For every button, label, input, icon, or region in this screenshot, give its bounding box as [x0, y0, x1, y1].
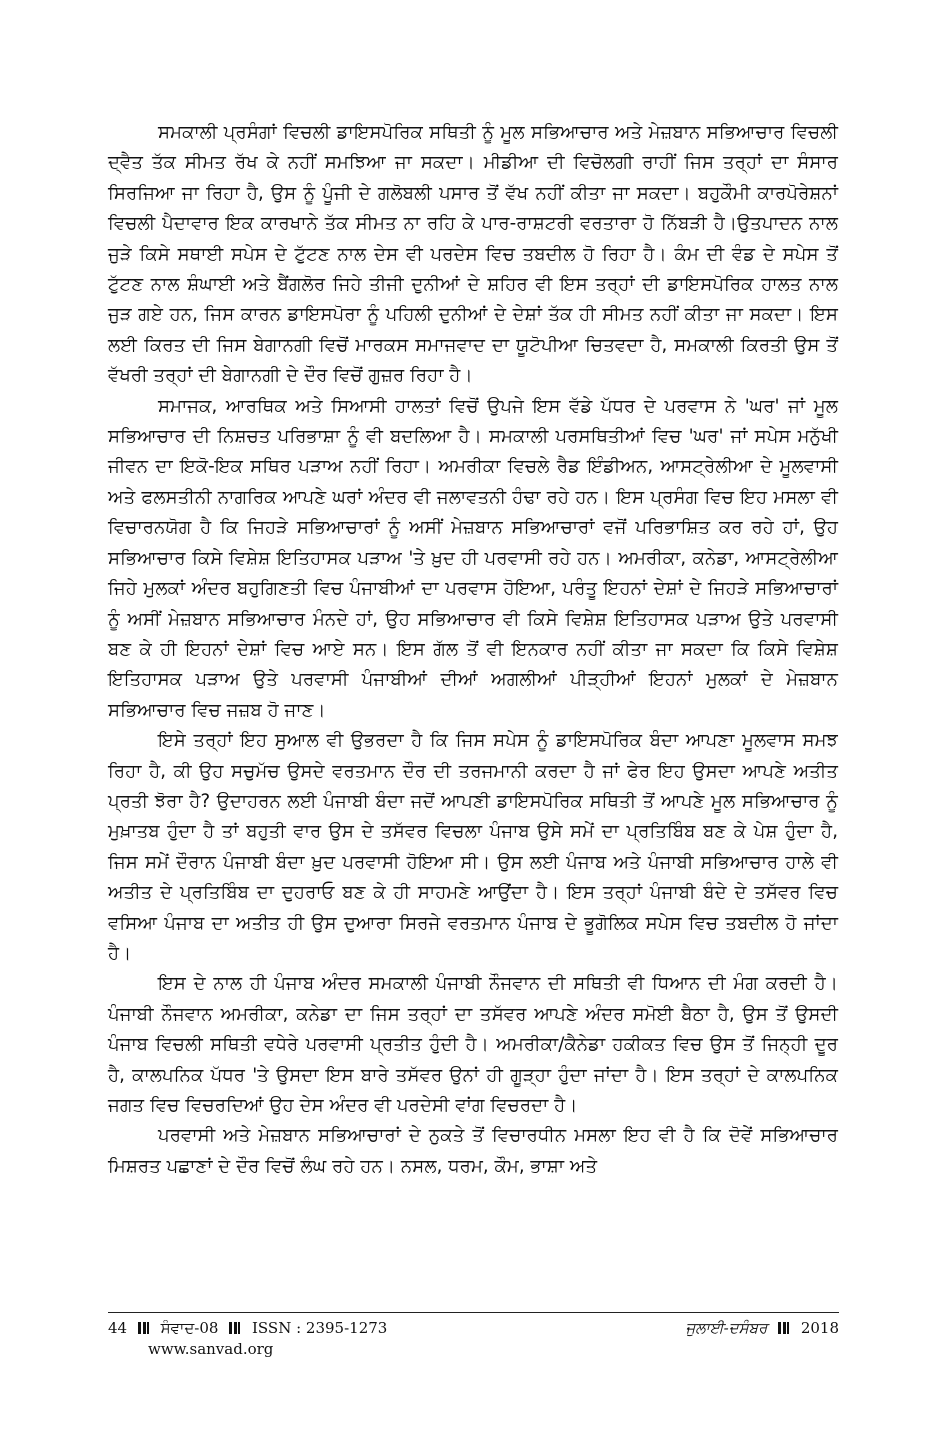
paragraph-2: ਸਮਾਜਕ, ਆਰਥਿਕ ਅਤੇ ਸਿਆਸੀ ਹਾਲਤਾਂ ਵਿਚੋਂ ਉਪਜੇ ਇਸ ਵੱਡੇ ਪੱਧਰ ਦੇ ਪਰਵਾਸ ਨੇ 'ਘਰ' ਜਾਂ ਮੂਲ ਸਭਿਆਚਾਰ ਦੀ ਨਿਸ਼ਚਤ ਪਰਿਭਾਸ਼ਾ ਨੂੰ ਵੀ ਬਦਲਿਆ ਹੈ। ਸਮਕਾਲੀ ਪਰਸਥਿਤੀਆਂ ਵਿਚ 'ਘਰ' ਜਾਂ ਸਪੇਸ ਮਨੁੱਖੀ ਜੀਵਨ ਦਾ ਇਕੋ-ਇਕ ਸਥਿਰ ਪੜਾਅ ਨਹੀਂ ਰਿਹਾ। ਅਮਰੀਕਾ ਵਿਚਲੇ ਰੈਡ ਇੰਡੀਅਨ, ਆਸਟ੍ਰੇਲੀਆ ਦੇ ਮੂਲਵਾਸੀ ਅਤੇ ਫਲਸਤੀਨੀ ਨਾਗਰਿਕ ਆਪਣੇ ਘਰਾਂ ਅੰਦਰ ਵੀ ਜਲਾਵਤਨੀ ਹੰਢਾ ਰਹੇ ਹਨ। ਇਸ ਪ੍ਰਸੰਗ ਵਿਚ ਇਹ ਮਸਲਾ ਵੀ ਵਿਚਾਰਨਯੋਗ ਹੈ ਕਿ ਜਿਹੜੇ ਸਭਿਆਚਾਰਾਂ ਨੂੰ ਅਸੀਂ ਮੇਜ਼ਬਾਨ ਸਭਿਆਚਾਰਾਂ ਵਜੋਂ ਪਰਿਭਾਸ਼ਿਤ ਕਰ ਰਹੇ ਹਾਂ, ਉਹ ਸਭਿਆਚਾਰ ਕਿਸੇ ਵਿਸ਼ੇਸ਼ ਇਤਿਹਾਸਕ ਪੜਾਅ 'ਤੇ ਖ਼ੁਦ ਹੀ ਪਰਵਾਸੀ ਰਹੇ ਹਨ। ਅਮਰੀਕਾ, ਕਨੇਡਾ, ਆਸਟ੍ਰੇਲੀਆ ਜਿਹੇ ਮੁਲਕਾਂ ਅੰਦਰ ਬਹੁਗਿਣਤੀ ਵਿਚ ਪੰਜਾਬੀਆਂ ਦਾ ਪਰਵਾਸ ਹੋਇਆ, ਪਰੰਤੂ ਇਹਨਾਂ ਦੇਸ਼ਾਂ ਦੇ ਜਿਹੜੇ ਸਭਿਆਚਾਰਾਂ ਨੂੰ ਅਸੀਂ ਮੇਜ਼ਬਾਨ ਸਭਿਆਚਾਰ ਮੰਨਦੇ ਹਾਂ, ਉਹ ਸਭਿਆਚਾਰ ਵੀ ਕਿਸੇ ਵਿਸ਼ੇਸ਼ ਇਤਿਹਾਸਕ ਪੜਾਅ ਉਤੇ ਪਰਵਾਸੀ ਬਣ ਕੇ ਹੀ ਇਹਨਾਂ ਦੇਸ਼ਾਂ ਵਿਚ ਆਏ ਸਨ। ਇਸ ਗੱਲ ਤੋਂ ਵੀ ਇਨਕਾਰ ਨਹੀਂ ਕੀਤਾ ਜਾ ਸਕਦਾ ਕਿ ਕਿਸੇ ਵਿਸ਼ੇਸ਼ ਇਤਿਹਾਸਕ ਪੜਾਅ ਉਤੇ ਪਰਵਾਸੀ ਪੰਜਾਬੀਆਂ ਦੀਆਂ ਅਗਲੀਆਂ ਪੀੜ੍ਹੀਆਂ ਇਹਨਾਂ ਮੁਲਕਾਂ ਦੇ ਮੇਜ਼ਬਾਨ ਸਭਿਆਚਾਰ ਵਿਚ ਜਜ਼ਬ ਹੋ ਜਾਣ।	[108, 395, 838, 721]
footer-left	[108, 1318, 387, 1338]
issue-period: ਜੁਲਾਈ-ਦਸੰਬਰ	[685, 1319, 768, 1337]
issue-year: 2018	[800, 1319, 839, 1337]
paragraph-5: ਪਰਵਾਸੀ ਅਤੇ ਮੇਜ਼ਬਾਨ ਸਭਿਆਚਾਰਾਂ ਦੇ ਨੁਕਤੇ ਤੋਂ ਵਿਚਾਰਧੀਨ ਮਸਲਾ ਇਹ ਵੀ ਹੈ ਕਿ ਦੋਵੇਂ ਸਭਿਆਚਾਰ ਮਿਸ਼ਰਤ ਪਛਾਣਾਂ ਦੇ ਦੌਰ ਵਿਚੋਂ ਲੰਘ ਰਹੇ ਹਨ। ਨਸਲ, ਧਰਮ, ਕੌਮ, ਭਾਸ਼ਾ ਅਤੇ	[108, 1125, 838, 1177]
paragraph-3: ਇਸੇ ਤਰ੍ਹਾਂ ਇਹ ਸੁਆਲ ਵੀ ਉਭਰਦਾ ਹੈ ਕਿ ਜਿਸ ਸਪੇਸ ਨੂੰ ਡਾਇਸਪੋਰਿਕ ਬੰਦਾ ਆਪਣਾ ਮੂਲਵਾਸ ਸਮਝ ਰਿਹਾ ਹੈ, ਕੀ ਉਹ ਸਚੁਮੱਚ ਉਸਦੇ ਵਰਤਮਾਨ ਦੌਰ ਦੀ ਤਰਜਮਾਨੀ ਕਰਦਾ ਹੈ ਜਾਂ ਫੇਰ ਇਹ ਉਸਦਾ ਆਪਣੇ ਅਤੀਤ ਪ੍ਰਤੀ ਝੋਰਾ ਹੈ? ਉਦਾਹਰਨ ਲਈ ਪੰਜਾਬੀ ਬੰਦਾ ਜਦੋਂ ਆਪਣੀ ਡਾਇਸਪੋਰਿਕ ਸਥਿਤੀ ਤੋਂ ਆਪਣੇ ਮੂਲ ਸਭਿਆਚਾਰ ਨੂੰ ਮੁਖ਼ਾਤਬ ਹੁੰਦਾ ਹੈ ਤਾਂ ਬਹੁਤੀ ਵਾਰ ਉਸ ਦੇ ਤਸੱਵਰ ਵਿਚਲਾ ਪੰਜਾਬ ਉਸੇ ਸਮੇਂ ਦਾ ਪ੍ਰਤਿਬਿੰਬ ਬਣ ਕੇ ਪੇਸ਼ ਹੁੰਦਾ ਹੈ, ਜਿਸ ਸਮੇਂ ਦੌਰਾਨ ਪੰਜਾਬੀ ਬੰਦਾ ਖ਼ੁਦ ਪਰਵਾਸੀ ਹੋਇਆ ਸੀ। ਉਸ ਲਈ ਪੰਜਾਬ ਅਤੇ ਪੰਜਾਬੀ ਸਭਿਆਚਾਰ ਹਾਲੇ ਵੀ ਅਤੀਤ ਦੇ ਪ੍ਰਤਿਬਿੰਬ ਦਾ ਦੁਹਰਾਓ ਬਣ ਕੇ ਹੀ ਸਾਹਮਣੇ ਆਉਂਦਾ ਹੈ। ਇਸ ਤਰ੍ਹਾਂ ਪੰਜਾਬੀ ਬੰਦੇ ਦੇ ਤਸੱਵਰ ਵਿਚ ਵਸਿਆ ਪੰਜਾਬ ਦਾ ਅਤੀਤ ਹੀ ਉਸ ਦੁਆਰਾ ਸਿਰਜੇ ਵਰਤਮਾਨ ਪੰਜਾਬ ਦੇ ਭੂਗੋਲਿਕ ਸਪੇਸ ਵਿਚ ਤਬਦੀਲ ਹੋ ਜਾਂਦਾ ਹੈ।	[108, 730, 838, 964]
footer-divider	[108, 1312, 839, 1313]
separator-icon	[229, 1322, 241, 1334]
footer-right	[685, 1318, 839, 1338]
website-url[interactable]: www.sanvad.org	[148, 1340, 274, 1358]
paragraph-4: ਇਸ ਦੇ ਨਾਲ ਹੀ ਪੰਜਾਬ ਅੰਦਰ ਸਮਕਾਲੀ ਪੰਜਾਬੀ ਨੌਜਵਾਨ ਦੀ ਸਥਿਤੀ ਵੀ ਧਿਆਨ ਦੀ ਮੰਗ ਕਰਦੀ ਹੈ। ਪੰਜਾਬੀ ਨੌਜਵਾਨ ਅਮਰੀਕਾ, ਕਨੇਡਾ ਦਾ ਜਿਸ ਤਰ੍ਹਾਂ ਦਾ ਤਸੱਵਰ ਆਪਣੇ ਅੰਦਰ ਸਮੋਈ ਬੈਠਾ ਹੈ, ਉਸ ਤੋਂ ਉਸਦੀ ਪੰਜਾਬ ਵਿਚਲੀ ਸਥਿਤੀ ਵਧੇਰੇ ਪਰਵਾਸੀ ਪ੍ਰਤੀਤ ਹੁੰਦੀ ਹੈ। ਅਮਰੀਕਾ/ਕੈਨੇਡਾ ਹਕੀਕਤ ਵਿਚ ਉਸ ਤੋਂ ਜਿਨ੍ਹੀ ਦੂਰ ਹੈ, ਕਾਲਪਨਿਕ ਪੱਧਰ 'ਤੇ ਉਸਦਾ ਇਸ ਬਾਰੇ ਤਸੱਵਰ ਉਨਾਂ ਹੀ ਗੂੜ੍ਹਾ ਹੁੰਦਾ ਜਾਂਦਾ ਹੈ। ਇਸ ਤਰ੍ਹਾਂ ਦੇ ਕਾਲਪਨਿਕ ਜਗਤ ਵਿਚ ਵਿਚਰਦਿਆਂ ਉਹ ਦੇਸ ਅੰਦਰ ਵੀ ਪਰਦੇਸੀ ਵਾਂਗ ਵਿਚਰਦਾ ਹੈ।	[108, 973, 838, 1116]
journal-issue: ਸੰਵਾਦ-08	[160, 1319, 219, 1337]
issn: ISSN : 2395-1273	[251, 1319, 388, 1337]
article-body	[108, 118, 838, 1182]
separator-icon	[138, 1322, 150, 1334]
page-number: 44	[108, 1319, 128, 1337]
paragraph-1: ਸਮਕਾਲੀ ਪ੍ਰਸੰਗਾਂ ਵਿਚਲੀ ਡਾਇਸਪੋਰਿਕ ਸਥਿਤੀ ਨੂੰ ਮੂਲ ਸਭਿਆਚਾਰ ਅਤੇ ਮੇਜ਼ਬਾਨ ਸਭਿਆਚਾਰ ਵਿਚਲੀ ਦ੍ਵੈਤ ਤੱਕ ਸੀਮਤ ਰੱਖ ਕੇ ਨਹੀਂ ਸਮਝਿਆ ਜਾ ਸਕਦਾ। ਮੀਡੀਆ ਦੀ ਵਿਚੋਲਗੀ ਰਾਹੀਂ ਜਿਸ ਤਰ੍ਹਾਂ ਦਾ ਸੰਸਾਰ ਸਿਰਜਿਆ ਜਾ ਰਿਹਾ ਹੈ, ਉਸ ਨੂੰ ਪੂੰਜੀ ਦੇ ਗਲੋਬਲੀ ਪਸਾਰ ਤੋਂ ਵੱਖ ਨਹੀਂ ਕੀਤਾ ਜਾ ਸਕਦਾ। ਬਹੁਕੌਮੀ ਕਾਰਪੋਰੇਸ਼ਨਾਂ ਵਿਚਲੀ ਪੈਦਾਵਾਰ ਇਕ ਕਾਰਖਾਨੇ ਤੱਕ ਸੀਮਤ ਨਾ ਰਹਿ ਕੇ ਪਾਰ-ਰਾਸ਼ਟਰੀ ਵਰਤਾਰਾ ਹੋ ਨਿੱਬੜੀ ਹੈ।ਉਤਪਾਦਨ ਨਾਲ ਜੁੜੇ ਕਿਸੇ ਸਥਾਈ ਸਪੇਸ ਦੇ ਟੁੱਟਣ ਨਾਲ ਦੇਸ ਵੀ ਪਰਦੇਸ ਵਿਚ ਤਬਦੀਲ ਹੋ ਰਿਹਾ ਹੈ। ਕੰਮ ਦੀ ਵੰਡ ਦੇ ਸਪੇਸ ਤੋਂ ਟੁੱਟਣ ਨਾਲ ਸ਼ੰਘਾਈ ਅਤੇ ਬੈਂਗਲੋਰ ਜਿਹੇ ਤੀਜੀ ਦੁਨੀਆਂ ਦੇ ਸ਼ਹਿਰ ਵੀ ਇਸ ਤਰ੍ਹਾਂ ਦੀ ਡਾਇਸਪੋਰਿਕ ਹਾਲਤ ਨਾਲ ਜੁੜ ਗਏ ਹਨ, ਜਿਸ ਕਾਰਨ ਡਾਇਸਪੋਰਾ ਨੂੰ ਪਹਿਲੀ ਦੁਨੀਆਂ ਦੇ ਦੇਸ਼ਾਂ ਤੱਕ ਹੀ ਸੀਮਤ ਨਹੀਂ ਕੀਤਾ ਜਾ ਸਕਦਾ। ਇਸ ਲਈ ਕਿਰਤ ਦੀ ਜਿਸ ਬੇਗਾਨਗੀ ਵਿਚੋਂ ਮਾਰਕਸ ਸਮਾਜਵਾਦ ਦਾ ਯੂਟੋਪੀਆ ਚਿਤਵਦਾ ਹੈ, ਸਮਕਾਲੀ ਕਿਰਤੀ ਉਸ ਤੋਂ ਵੱਖਰੀ ਤਰ੍ਹਾਂ ਦੀ ਬੇਗਾਨਗੀ ਦੇ ਦੌਰ ਵਿਚੋਂ ਗੁਜ਼ਰ ਰਿਹਾ ਹੈ।	[108, 122, 838, 387]
separator-icon	[778, 1322, 790, 1334]
